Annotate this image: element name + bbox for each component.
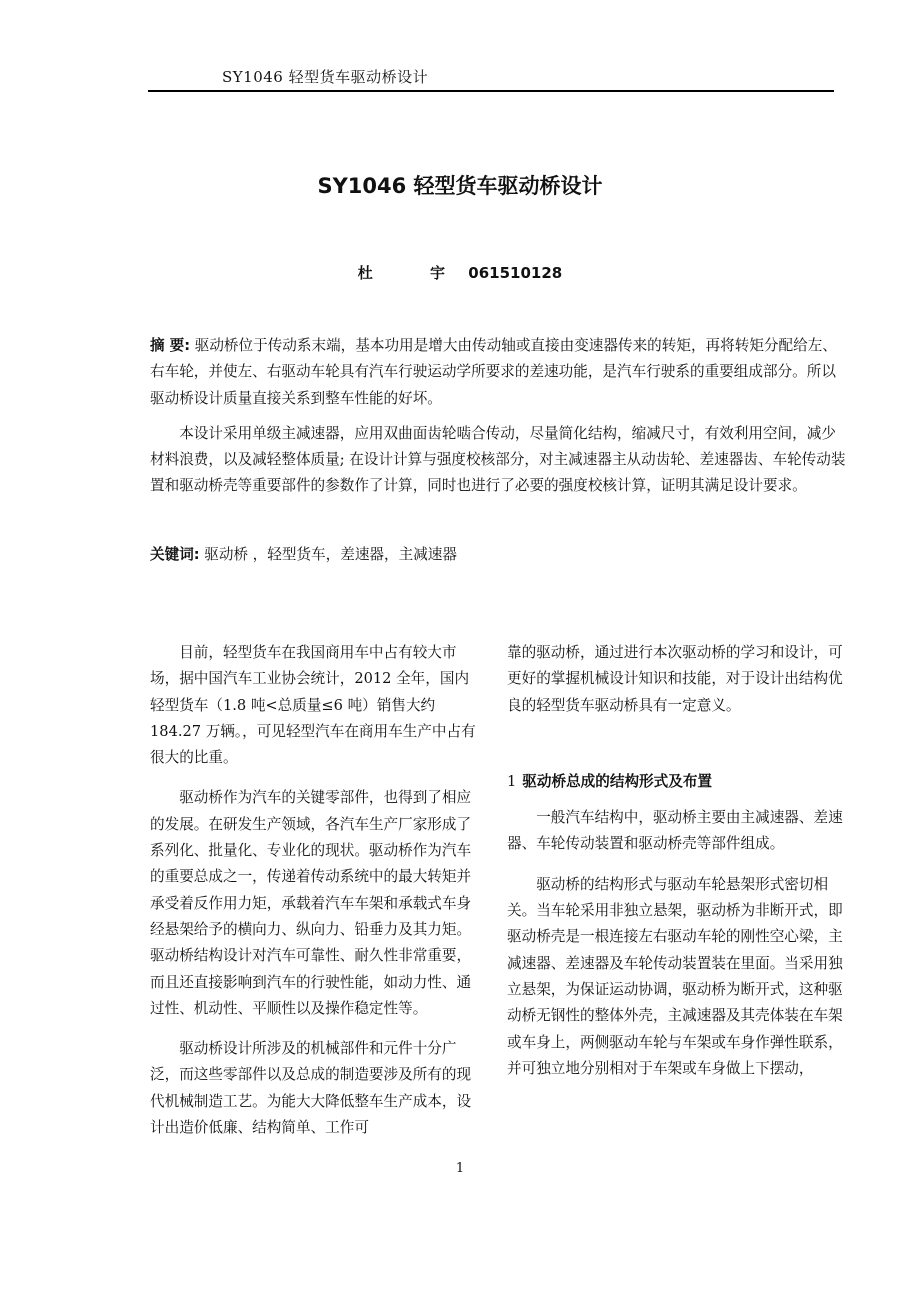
running-header: SY1046 轻型货车驱动桥设计 [222,68,429,86]
section-heading [507,769,843,795]
abstract [150,333,850,500]
section-title: 驱动桥总成的结构形式及布置 [522,772,713,790]
body-paragraph: 一般汽车结构中，驱动桥主要由主减速器、差速器、车轮传动装置和驱动桥壳等部件组成。 [507,809,843,853]
abstract-text-1: 驱动桥位于传动系末端，基本功用是增大由传动轴或直接由变速器传来的转矩，再将转矩分配给左、右车轮，并使左、右驱动车轮具有汽车行驶运动学所要求的差速功能，是汽车行驶系的重要组成部分。所以驱动桥设计质量直接关系到整车性能的好坏。 [150,337,837,407]
abstract-label: 摘 要: [150,337,191,354]
author-id: 061510128 [468,264,563,282]
section-number: 1 [507,772,517,790]
body-paragraph: 驱动桥作为汽车的关键零部件，也得到了相应的发展。在研发生产领域，各汽车生产厂家形成了系列化、批量化、专业化的现状。驱动桥作为汽车的重要总成之一，传递着传动系统中的最大转矩并承受着反作用力矩，承载着汽车车架和承载式车身经悬架给予的横向力、纵向力、铅垂力及其力矩。驱动桥结构设计对汽车可靠性、耐久性非常重要，而且还直接影响到汽车的行驶性能，如动力性、通过性、机动性、平顺性以及操作稳定性等。 [150,789,472,1017]
right-column [507,640,843,1096]
abstract-paragraph-2: 本设计采用单级主减速器，应用双曲面齿轮啮合传动，尽量简化结构，缩减尺寸，有效利用空间，减少材料浪费，以及减轻整体质量; 在设计计算与强度校核部分，对主减速器主从动齿轮、差速器齿、车轮传动装置和驱动桥壳等重要部件的参数作了计算，同时也进行了必要的强度校核计算，证明其满足设计要求。 [150,424,846,495]
abstract-paragraph-1 [150,333,850,412]
page-number: 1 [455,1161,465,1176]
left-column [150,640,480,1155]
body-paragraph: 目前，轻型货车在我国商用车中占有较大市场，据中国汽车工业协会统计，2012 全年，国内轻型货车（1.8 吨<总质量≤6 吨）销售大约 184.27 万辆。，可见轻型汽车在商用车生产中占有很大的比重。 [150,644,476,767]
body-paragraph: 驱动桥设计所涉及的机械部件和元件十分广泛，而这些零部件以及总成的制造要涉及所有的现代机械制造工艺。为能大大降低整车生产成本，设计出造价低廉、结构简单、工作可 [150,1040,472,1137]
body-paragraph: 驱动桥的结构形式与驱动车轮悬架形式密切相关。当车轮采用非独立悬架，驱动桥为非断开式，即驱动桥壳是一根连接左右驱动车轮的刚性空心梁，主减速器、差速器及车轮传动装置装在里面。当采用独立悬架，为保证运动协调，驱动桥为断开式，这种驱动桥无钢性的整体外壳，主减速器及其壳体装在车架或车身上，两侧驱动车轮与车架或车身作弹性联系，并可独立地分别相对于车架或车身做上下摆动， [507,875,843,1077]
body-paragraph-continuation: 靠的驱动桥，通过进行本次驱动桥的学习和设计，可更好的掌握机械设计知识和技能，对于设计出结构优良的轻型货车驱动桥具有一定意义。 [507,644,843,714]
header-rule [148,90,834,92]
keywords-text: 驱动桥 ，轻型货车，差速器，主减速器 [204,546,457,563]
keywords-label: 关键词: [150,546,200,563]
paper-title: SY1046 轻型货车驱动桥设计 [317,174,603,198]
author-name: 杜 宇 [357,264,472,282]
author-line [0,262,920,283]
keywords [150,542,850,568]
